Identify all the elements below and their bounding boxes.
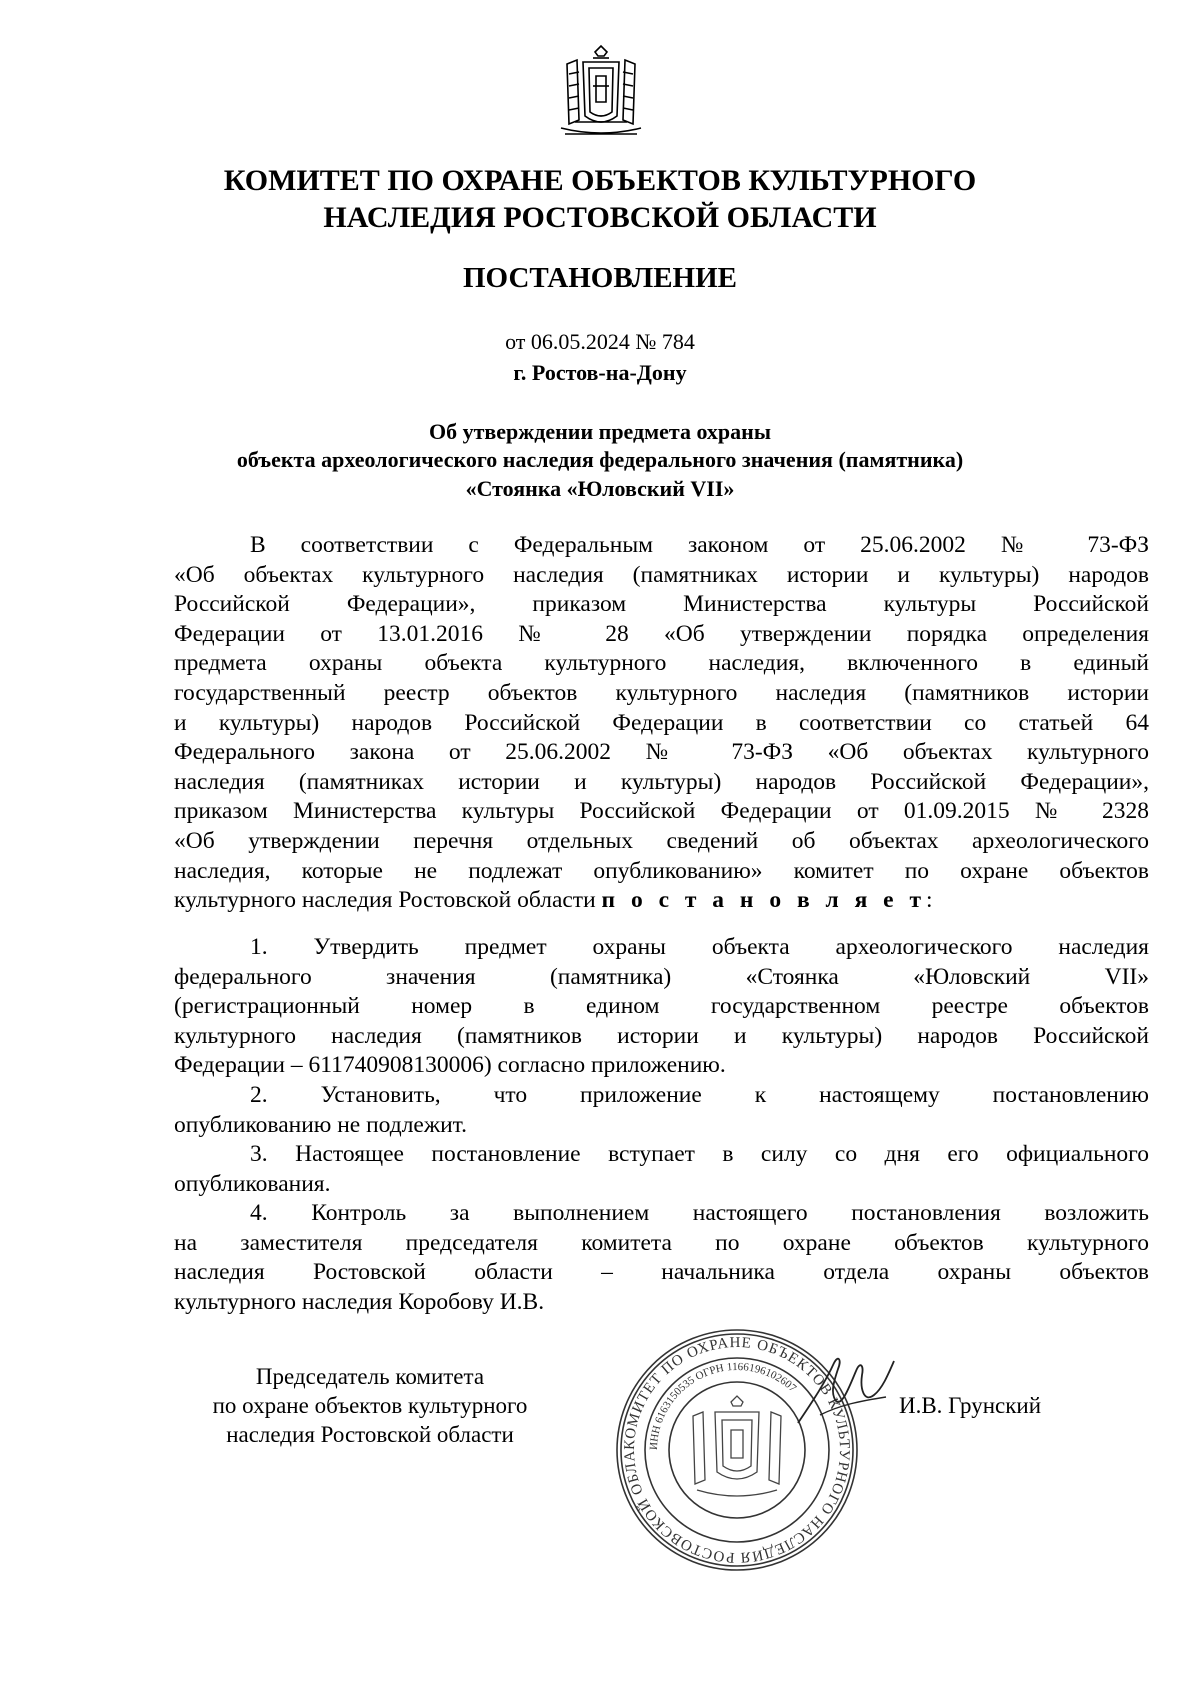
preamble-line: наследия, которые не подлежат опубликованию» комитет по охране объектов bbox=[174, 857, 1149, 884]
item-line: культурного наследия (памятников истории и культуры) народов Российской bbox=[174, 1022, 1149, 1049]
signatory-position bbox=[160, 1362, 580, 1449]
item-line: культурного наследия Коробову И.В. bbox=[174, 1288, 545, 1315]
preamble-line: государственный реестр объектов культурного наследия (памятников истории bbox=[174, 679, 1149, 706]
preamble-line: Российской Федерации», приказом Министерства культуры Российской bbox=[174, 591, 1149, 618]
item-line: 3. Настоящее постановление вступает в силу со дня его официального bbox=[250, 1141, 1149, 1167]
seal-outer-text: КОМИТЕТ ПО ОХРАНЕ ОБЪЕКТОВ КУЛЬТУРНОГО НАСЛЕДИЯ РОСТОВСКОЙ ОБЛА bbox=[621, 1334, 853, 1566]
item-line: федерального значения (памятника) «Стоянка «Юловский VII» bbox=[174, 963, 1149, 990]
item-line: наследия Ростовской области – начальника отдела охраны объектов bbox=[174, 1259, 1149, 1286]
seal-inner-text: ИНН 6163150535 ОГРН 1166196102607 bbox=[647, 1360, 799, 1451]
subject-line2: объекта археологического наследия федерального значения (памятника) bbox=[236, 447, 964, 472]
preamble-line: наследия (памятниках истории и культуры) народов Российской Федерации», bbox=[174, 768, 1149, 795]
org-name-line2: НАСЛЕДИЯ РОСТОВСКОЙ ОБЛАСТИ bbox=[323, 201, 877, 234]
decree-item-4 bbox=[174, 1199, 1149, 1317]
item-line: 1. Утвердить предмет охраны объекта археологического наследия bbox=[250, 934, 1149, 960]
preamble-line: В соответствии с Федеральным законом от 25.06.2002 № 73-ФЗ bbox=[250, 532, 1149, 558]
preamble-paragraph bbox=[174, 531, 1149, 916]
subject-line3: «Стоянка «Юловский VII» bbox=[465, 476, 735, 501]
item-line: на заместителя председателя комитета по охране объектов культурного bbox=[174, 1229, 1149, 1256]
preamble-last-line bbox=[174, 886, 1149, 916]
document-type-title: ПОСТАНОВЛЕНИЕ bbox=[462, 262, 737, 294]
decree-item-2 bbox=[174, 1081, 1149, 1140]
item-line: (регистрационный номер в едином государственном реестре объектов bbox=[174, 993, 1149, 1020]
preamble-line: и культуры) народов Российской Федерации в соответствии со статьей 64 bbox=[174, 709, 1149, 736]
item-line: опубликования. bbox=[174, 1170, 331, 1197]
decree-item-1 bbox=[174, 933, 1149, 1081]
signatory-name: И.В. Грунский bbox=[898, 1393, 1042, 1418]
preamble-line: Федерации от 13.01.2016 № 28 «Об утверждении порядка определения bbox=[174, 620, 1149, 647]
item-line: опубликованию не подлежит. bbox=[174, 1111, 468, 1138]
signatory-position-line1: Председатель комитета bbox=[255, 1364, 485, 1389]
preamble-line: Федерального закона от 25.06.2002 № 73-ФЗ «Об объектах культурного bbox=[174, 739, 1149, 766]
preamble-line: «Об объектах культурного наследия (памятниках истории и культуры) народов bbox=[174, 561, 1149, 588]
item-line: Федерации – 611740908130006) согласно приложению. bbox=[174, 1052, 726, 1079]
preamble-line: предмета охраны объекта культурного наследия, включенного в единый bbox=[174, 650, 1149, 677]
preamble-line: приказом Министерства культуры Российской Федерации от 01.09.2015 № 2328 bbox=[174, 798, 1149, 825]
item-line: 4. Контроль за выполнением настоящего постановления возложить bbox=[250, 1200, 1149, 1226]
coat-of-arms-emblem bbox=[555, 42, 647, 142]
city: г. Ростов-на-Дону bbox=[513, 360, 687, 385]
preamble-line: «Об утверждении перечня отдельных сведений об объектах археологического bbox=[174, 827, 1149, 854]
decree-item-3 bbox=[174, 1140, 1149, 1199]
org-name-line1: КОМИТЕТ ПО ОХРАНЕ ОБЪЕКТОВ КУЛЬТУРНОГО bbox=[223, 164, 977, 197]
colon: : bbox=[926, 887, 933, 914]
handwritten-signature bbox=[790, 1345, 900, 1435]
signatory-position-line3: наследия Ростовской области bbox=[226, 1422, 514, 1447]
preamble-last-line-text: культурного наследия Ростовской области bbox=[174, 887, 602, 914]
signatory-position-line2: по охране объектов культурного bbox=[212, 1393, 528, 1418]
item-line: 2. Установить, что приложение к настоящему постановлению bbox=[250, 1082, 1149, 1108]
subject-line1: Об утверждении предмета охраны bbox=[428, 419, 772, 444]
date-and-number: от 06.05.2024 № 784 bbox=[505, 329, 695, 354]
decree-word: п о с т а н о в л я е т bbox=[601, 887, 927, 914]
